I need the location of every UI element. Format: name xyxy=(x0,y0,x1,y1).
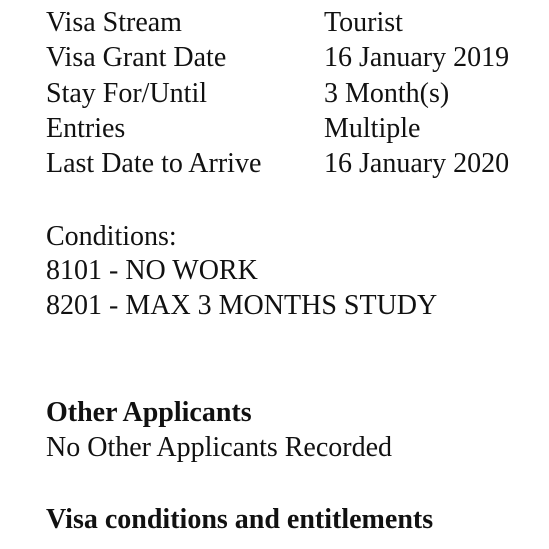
detail-value: 16 January 2019 xyxy=(324,42,510,73)
detail-label: Visa Stream xyxy=(46,7,182,38)
detail-value: Multiple xyxy=(324,113,421,144)
detail-label: Visa Grant Date xyxy=(46,42,227,73)
other-applicants-text: No Other Applicants Recorded xyxy=(46,432,393,463)
condition-item: 8201 - MAX 3 MONTHS STUDY xyxy=(46,290,438,321)
detail-label: Stay For/Until xyxy=(46,78,208,109)
detail-label: Entries xyxy=(46,113,126,144)
detail-label: Last Date to Arrive xyxy=(46,148,262,179)
detail-value: 16 January 2020 xyxy=(324,148,510,179)
condition-item: 8101 - NO WORK xyxy=(46,255,258,286)
detail-value: 3 Month(s) xyxy=(324,78,450,109)
visa-conditions-heading: Visa conditions and entitlements xyxy=(46,504,434,535)
detail-value: Tourist xyxy=(324,7,403,38)
other-applicants-heading: Other Applicants xyxy=(46,397,252,428)
conditions-heading: Conditions: xyxy=(46,221,177,252)
